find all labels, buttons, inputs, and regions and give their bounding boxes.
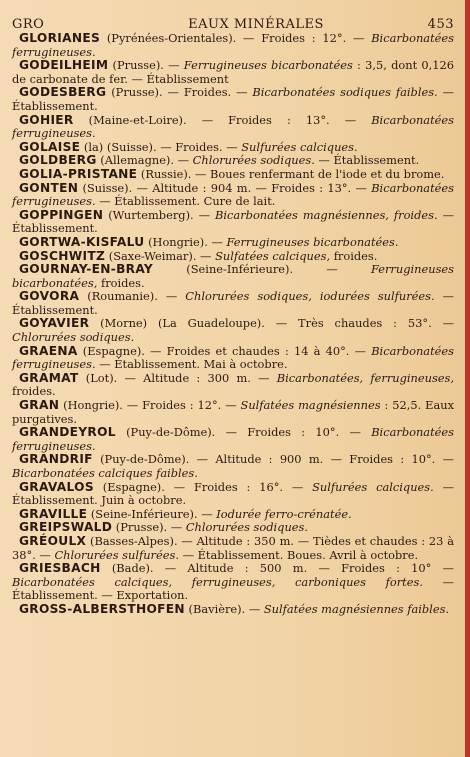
- entry: [12, 59, 454, 86]
- entry-text: (Russie). — Boues renfermant de l'iode et du brome.: [137, 166, 445, 181]
- entry-text: (Prusse). —: [108, 58, 184, 73]
- entry-text: (Prusse). —: [112, 520, 186, 535]
- entry: [12, 114, 454, 141]
- entry-headword: GOSCHWITZ: [19, 248, 106, 263]
- entry-tail: froides.: [330, 248, 378, 263]
- entry: [12, 535, 454, 562]
- entry-text: (Maine-et-Loire). — Froides : 13°. —: [73, 112, 372, 127]
- entry-headword: GOHIER: [19, 112, 74, 127]
- entry-text: (Suisse). — Altitude : 904 m. — Froides : 13°. —: [78, 180, 372, 195]
- entry-text: (Wurtemberg). —: [103, 207, 216, 222]
- entry-italic: Bicarbonatées, ferrugineuses,: [276, 370, 454, 385]
- header-title: EAUX MINÉRALES: [188, 17, 324, 32]
- entry-tail: : 52,5. Eaux purgatives.: [12, 398, 454, 426]
- entry: [12, 508, 454, 522]
- entry-text: (Espagne). — Froides et chaudes : 14 à 40°. —: [77, 343, 372, 358]
- entry-italic: Bicarbonatées calciques faibles.: [12, 466, 198, 480]
- entry-tail: — Établissement. Juin à octobre.: [12, 479, 455, 508]
- entry-headword: GOLDBERG: [19, 153, 97, 168]
- entry-text: (Puy-de-Dôme). — Froides : 10°. —: [115, 425, 372, 440]
- entry-italic: Chlorurées sodiques.: [185, 520, 309, 535]
- entry-headword: GROSS-ALBERSTHOFEN: [19, 601, 185, 616]
- entry: [12, 426, 454, 453]
- entry: [12, 603, 454, 617]
- entry-headword: GOYAVIER: [19, 316, 90, 331]
- entry-italic: Chlorurées sodiques.: [192, 153, 315, 168]
- red-page-edge: [465, 0, 470, 757]
- entry-italic: Sulfurées calciques.: [241, 139, 358, 154]
- entry: [12, 481, 454, 508]
- entry-headword: GRAENA: [19, 343, 78, 358]
- entry: [12, 168, 454, 182]
- entry: [12, 290, 454, 317]
- page-number: 453: [427, 17, 454, 32]
- entry: [12, 182, 454, 209]
- entry-text: (Hongrie). — Froides : 12°. —: [59, 398, 241, 413]
- entry: [12, 32, 454, 59]
- entry-text: (Lot). — Altitude : 300 m. —: [78, 370, 277, 385]
- entry-italic: Ferrugineuses bicarbonatées,: [12, 262, 454, 290]
- entry-tail: — Établissement.: [314, 153, 420, 168]
- entry-tail: — Établissement. — Exportation.: [12, 574, 454, 603]
- entry-text: (Hongrie). —: [144, 234, 227, 249]
- entry-italic: Bicarbonatées calciques, ferrugineuses, carboniques fortes.: [12, 574, 423, 589]
- entry-italic: Bicarbonatées ferrugineuses.: [12, 343, 454, 372]
- entry-headword: GRAMAT: [19, 370, 79, 385]
- entry-italic: Sulfurées calciques.: [312, 479, 434, 494]
- entry-tail: — Établissement.: [12, 207, 454, 236]
- entry: [12, 250, 454, 264]
- entry-headword: GRAN: [19, 398, 60, 413]
- entry-text: (Seine-Inférieure). —: [153, 262, 371, 277]
- entry-headword: GRIESBACH: [19, 561, 101, 576]
- entry-list: [12, 32, 454, 617]
- entry-italic: Chlorurées sodiques.: [12, 330, 135, 345]
- entry-text: (Allemagne). —: [96, 153, 193, 168]
- entry-tail: froides.: [12, 384, 56, 399]
- entry-tail: — Établissement. Mai à octobre.: [95, 357, 288, 372]
- entry-tail: : 3,5, dont 0,126 de carbonate de fer. — Établissement: [12, 58, 454, 86]
- entry-italic: Ferrugineuses bicarbonatées.: [226, 234, 399, 249]
- entry-italic: Bicarbonatées sodiques faibles.: [252, 85, 438, 100]
- entry: [12, 453, 454, 480]
- entry-text: (Roumanie). —: [79, 289, 186, 304]
- entry-text: (Puy-de-Dôme). — Altitude : 900 m. — Froides : 10°. —: [92, 452, 454, 467]
- entry-tail: froides.: [97, 275, 145, 290]
- entry-headword: GRANDRIF: [19, 452, 93, 467]
- entry-tail: — Établissement.: [12, 289, 455, 317]
- running-header: [12, 6, 454, 32]
- entry-text: (Morne) (La Guadeloupe). — Très chaudes : 53°. —: [89, 316, 454, 331]
- entry-headword: GREIPSWALD: [19, 520, 113, 535]
- entry-italic: Bicarbonatées magnésiennes, froides.: [215, 207, 438, 222]
- entry-italic: Sulfatées magnésiennes: [240, 398, 381, 413]
- entry: [12, 345, 454, 372]
- entry-headword: GLORIANES: [19, 31, 101, 45]
- entry: [12, 263, 454, 290]
- entry: [12, 562, 454, 603]
- entry-text: (Bade). — Altitude : 500 m. — Froides : 10° —: [100, 561, 454, 576]
- entry: [12, 86, 454, 113]
- entry-headword: GRAVALOS: [19, 479, 94, 494]
- entry: [12, 317, 454, 344]
- entry-headword: GODESBERG: [19, 85, 107, 100]
- entry-italic: Bicarbonatées ferrugineuses.: [12, 112, 454, 141]
- entry-italic: Chlorurées sodiques, iodurées sulfurées.: [185, 289, 435, 304]
- entry-headword: GODEILHEIM: [19, 58, 109, 73]
- entry-headword: GOPPINGEN: [19, 207, 104, 222]
- entry-italic: Bicarbonatées ferrugineuses.: [12, 425, 454, 453]
- entry-tail: — Établissement.: [12, 85, 454, 113]
- entry-italic: Bicarbonatées ferrugineuses.: [12, 180, 454, 209]
- entry-tail: — Établissement. Cure de lait.: [95, 194, 276, 209]
- entry-headword: GRÉOULX: [19, 533, 87, 548]
- entry: [12, 521, 454, 535]
- entry-italic: Sulfatées calciques,: [215, 248, 331, 263]
- entry-italic: Sulfatées magnésiennes faibles.: [263, 601, 450, 616]
- entry: [12, 372, 454, 399]
- entry: [12, 399, 454, 426]
- entry-italic: Ferrugineuses bicarbonatées: [183, 58, 353, 73]
- entry: [12, 154, 454, 168]
- entry-headword: GRANDEYROL: [19, 425, 116, 440]
- entry-italic: Chlorurées sulfurées.: [54, 547, 179, 562]
- entry-headword: GOLAISE: [19, 139, 81, 154]
- entry-text: (Bavière). —: [184, 601, 264, 616]
- entry-headword: GOLIA-PRISTANE: [19, 166, 138, 181]
- entry-text: (la) (Suisse). — Froides. —: [80, 139, 242, 154]
- entry-text: (Seine-Inférieure). —: [87, 506, 217, 521]
- entry-headword: GOURNAY-EN-BRAY: [19, 262, 154, 277]
- entry-text: (Pyrénées-Orientales). — Froides : 12°. —: [100, 31, 372, 45]
- entry-text: (Espagne). — Froides : 16°. —: [93, 479, 313, 494]
- entry-text: (Saxe-Weimar). —: [105, 248, 216, 263]
- entry-italic: Bicarbonatées ferrugineuses.: [12, 31, 454, 59]
- entry-text: (Basses-Alpes). — Altitude : 350 m. — Tièdes et chaudes : 23 à 38°. —: [12, 533, 454, 562]
- header-left: GRO: [12, 17, 45, 32]
- entry-headword: GOVORA: [19, 289, 80, 304]
- entry: [12, 209, 454, 236]
- entry-headword: GRAVILLE: [19, 506, 88, 521]
- entry: [12, 141, 454, 155]
- entry-text: (Prusse). — Froides. —: [106, 85, 253, 100]
- entry-headword: GONTEN: [19, 180, 79, 195]
- entry-italic: Iodurée ferro-crénatée.: [216, 506, 352, 521]
- entry: [12, 236, 454, 250]
- entry-tail: — Établissement. Boues. Avril à octobre.: [178, 547, 419, 562]
- entry-headword: GORTWA-KISFALU: [19, 234, 145, 249]
